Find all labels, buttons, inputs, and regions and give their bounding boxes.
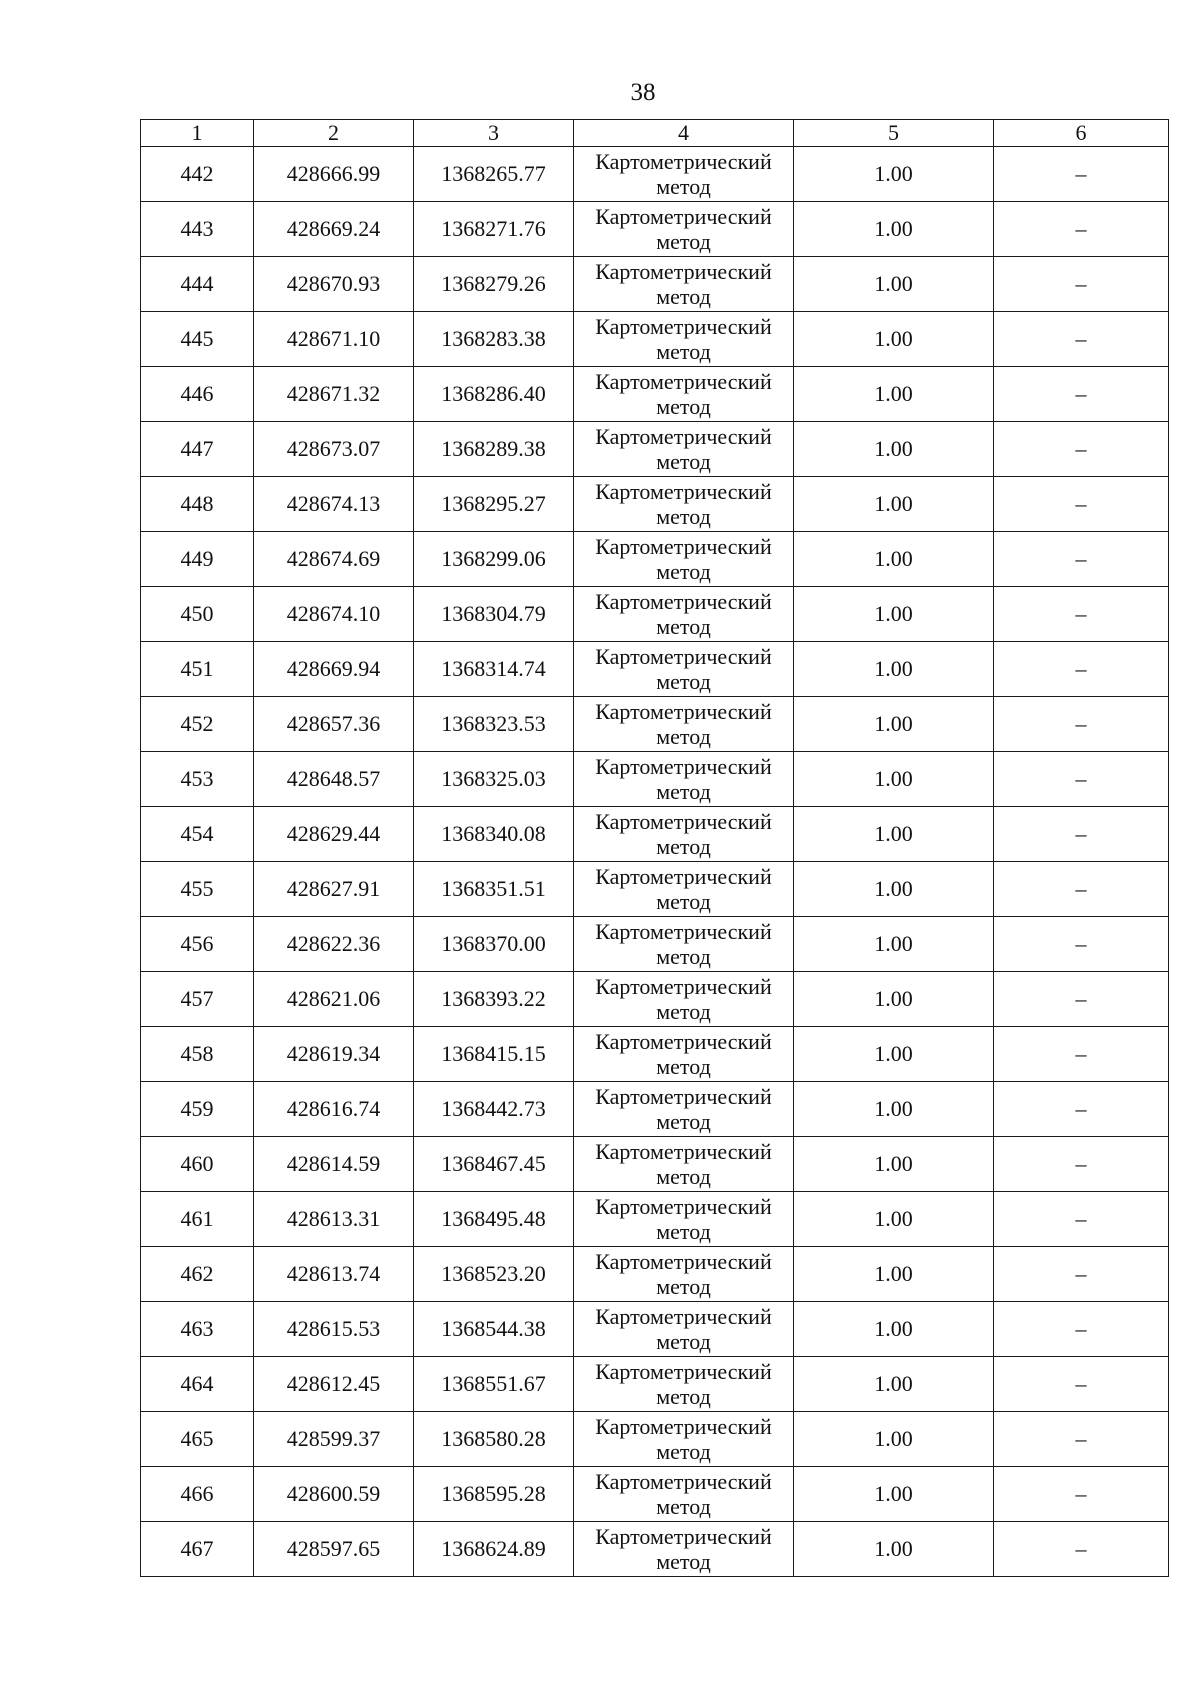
point-number-cell: 462 — [141, 1247, 254, 1302]
y-coordinate-cell: 1368286.40 — [414, 367, 574, 422]
method-line-1: Картометрический — [595, 1029, 772, 1054]
method-cell — [574, 972, 794, 1027]
note-cell: – — [994, 972, 1169, 1027]
x-coordinate-cell: 428629.44 — [254, 807, 414, 862]
method-cell — [574, 257, 794, 312]
method-line-2: метод — [656, 1219, 711, 1244]
accuracy-cell: 1.00 — [794, 917, 994, 972]
x-coordinate-cell: 428670.93 — [254, 257, 414, 312]
note-cell: – — [994, 202, 1169, 257]
y-coordinate-cell: 1368523.20 — [414, 1247, 574, 1302]
column-header-5: 5 — [794, 120, 994, 147]
accuracy-cell: 1.00 — [794, 697, 994, 752]
method-line-2: метод — [656, 229, 711, 254]
note-cell: – — [994, 1412, 1169, 1467]
method-cell — [574, 697, 794, 752]
method-line-1: Картометрический — [595, 699, 772, 724]
method-line-1: Картометрический — [595, 1414, 772, 1439]
point-number-cell: 455 — [141, 862, 254, 917]
method-line-1: Картометрический — [595, 314, 772, 339]
column-header-2: 2 — [254, 120, 414, 147]
note-cell: – — [994, 532, 1169, 587]
note-cell: – — [994, 642, 1169, 697]
method-line-1: Картометрический — [595, 534, 772, 559]
point-number-cell: 445 — [141, 312, 254, 367]
method-line-2: метод — [656, 559, 711, 584]
note-cell: – — [994, 257, 1169, 312]
accuracy-cell: 1.00 — [794, 1192, 994, 1247]
method-cell — [574, 477, 794, 532]
accuracy-cell: 1.00 — [794, 1357, 994, 1412]
method-line-1: Картометрический — [595, 149, 772, 174]
x-coordinate-cell: 428613.74 — [254, 1247, 414, 1302]
table-row — [141, 1357, 1169, 1412]
method-line-2: метод — [656, 394, 711, 419]
method-line-1: Картометрический — [595, 424, 772, 449]
y-coordinate-cell: 1368415.15 — [414, 1027, 574, 1082]
table-row — [141, 1192, 1169, 1247]
method-line-1: Картометрический — [595, 919, 772, 944]
method-cell — [574, 202, 794, 257]
point-number-cell: 450 — [141, 587, 254, 642]
x-coordinate-cell: 428621.06 — [254, 972, 414, 1027]
note-cell: – — [994, 422, 1169, 477]
table-body — [141, 147, 1169, 1577]
note-cell: – — [994, 477, 1169, 532]
note-cell: – — [994, 1467, 1169, 1522]
note-cell: – — [994, 1357, 1169, 1412]
x-coordinate-cell: 428616.74 — [254, 1082, 414, 1137]
x-coordinate-cell: 428597.65 — [254, 1522, 414, 1577]
method-line-2: метод — [656, 1549, 711, 1574]
method-line-2: метод — [656, 834, 711, 859]
accuracy-cell: 1.00 — [794, 1302, 994, 1357]
point-number-cell: 460 — [141, 1137, 254, 1192]
method-line-2: метод — [656, 1274, 711, 1299]
table-row — [141, 1082, 1169, 1137]
method-cell — [574, 862, 794, 917]
method-line-2: метод — [656, 1054, 711, 1079]
x-coordinate-cell: 428622.36 — [254, 917, 414, 972]
method-cell — [574, 367, 794, 422]
table-row — [141, 422, 1169, 477]
x-coordinate-cell: 428648.57 — [254, 752, 414, 807]
x-coordinate-cell: 428613.31 — [254, 1192, 414, 1247]
method-line-2: метод — [656, 284, 711, 309]
x-coordinate-cell: 428612.45 — [254, 1357, 414, 1412]
x-coordinate-cell: 428666.99 — [254, 147, 414, 202]
table-row — [141, 367, 1169, 422]
coordinates-table — [140, 119, 1169, 1577]
x-coordinate-cell: 428674.69 — [254, 532, 414, 587]
page-number: 38 — [630, 79, 656, 106]
method-line-2: метод — [656, 339, 711, 364]
accuracy-cell: 1.00 — [794, 422, 994, 477]
x-coordinate-cell: 428600.59 — [254, 1467, 414, 1522]
y-coordinate-cell: 1368265.77 — [414, 147, 574, 202]
point-number-cell: 464 — [141, 1357, 254, 1412]
method-line-2: метод — [656, 779, 711, 804]
method-line-1: Картометрический — [595, 259, 772, 284]
y-coordinate-cell: 1368299.06 — [414, 532, 574, 587]
table-row — [141, 697, 1169, 752]
method-line-1: Картометрический — [595, 809, 772, 834]
method-line-2: метод — [656, 724, 711, 749]
point-number-cell: 466 — [141, 1467, 254, 1522]
table-row — [141, 587, 1169, 642]
x-coordinate-cell: 428657.36 — [254, 697, 414, 752]
y-coordinate-cell: 1368595.28 — [414, 1467, 574, 1522]
note-cell: – — [994, 1027, 1169, 1082]
accuracy-cell: 1.00 — [794, 1522, 994, 1577]
method-cell — [574, 807, 794, 862]
point-number-cell: 467 — [141, 1522, 254, 1577]
method-line-2: метод — [656, 1109, 711, 1134]
table-row — [141, 147, 1169, 202]
accuracy-cell: 1.00 — [794, 972, 994, 1027]
y-coordinate-cell: 1368580.28 — [414, 1412, 574, 1467]
note-cell: – — [994, 697, 1169, 752]
method-cell — [574, 1082, 794, 1137]
method-line-2: метод — [656, 669, 711, 694]
column-header-6: 6 — [994, 120, 1169, 147]
y-coordinate-cell: 1368495.48 — [414, 1192, 574, 1247]
method-line-1: Картометрический — [595, 1194, 772, 1219]
y-coordinate-cell: 1368544.38 — [414, 1302, 574, 1357]
method-line-2: метод — [656, 1494, 711, 1519]
table-row — [141, 1467, 1169, 1522]
y-coordinate-cell: 1368271.76 — [414, 202, 574, 257]
accuracy-cell: 1.00 — [794, 202, 994, 257]
note-cell: – — [994, 587, 1169, 642]
method-line-1: Картометрический — [595, 644, 772, 669]
accuracy-cell: 1.00 — [794, 1137, 994, 1192]
table-row — [141, 477, 1169, 532]
point-number-cell: 457 — [141, 972, 254, 1027]
method-line-1: Картометрический — [595, 1084, 772, 1109]
point-number-cell: 463 — [141, 1302, 254, 1357]
method-cell — [574, 1522, 794, 1577]
method-cell — [574, 642, 794, 697]
point-number-cell: 452 — [141, 697, 254, 752]
column-header-1: 1 — [141, 120, 254, 147]
method-cell — [574, 1192, 794, 1247]
y-coordinate-cell: 1368551.67 — [414, 1357, 574, 1412]
method-cell — [574, 1027, 794, 1082]
point-number-cell: 465 — [141, 1412, 254, 1467]
y-coordinate-cell: 1368289.38 — [414, 422, 574, 477]
table-row — [141, 257, 1169, 312]
method-line-1: Картометрический — [595, 1249, 772, 1274]
method-cell — [574, 1357, 794, 1412]
method-cell — [574, 147, 794, 202]
table-row — [141, 532, 1169, 587]
method-line-2: метод — [656, 944, 711, 969]
method-line-2: метод — [656, 1329, 711, 1354]
point-number-cell: 443 — [141, 202, 254, 257]
point-number-cell: 451 — [141, 642, 254, 697]
note-cell: – — [994, 367, 1169, 422]
point-number-cell: 459 — [141, 1082, 254, 1137]
x-coordinate-cell: 428619.34 — [254, 1027, 414, 1082]
table-row — [141, 642, 1169, 697]
column-header-3: 3 — [414, 120, 574, 147]
x-coordinate-cell: 428669.94 — [254, 642, 414, 697]
y-coordinate-cell: 1368279.26 — [414, 257, 574, 312]
note-cell: – — [994, 862, 1169, 917]
x-coordinate-cell: 428671.32 — [254, 367, 414, 422]
note-cell: – — [994, 807, 1169, 862]
method-line-2: метод — [656, 614, 711, 639]
table-row — [141, 1412, 1169, 1467]
accuracy-cell: 1.00 — [794, 367, 994, 422]
accuracy-cell: 1.00 — [794, 312, 994, 367]
method-line-2: метод — [656, 504, 711, 529]
table-row — [141, 312, 1169, 367]
accuracy-cell: 1.00 — [794, 147, 994, 202]
method-line-2: метод — [656, 449, 711, 474]
method-cell — [574, 917, 794, 972]
accuracy-cell: 1.00 — [794, 642, 994, 697]
table-row — [141, 752, 1169, 807]
point-number-cell: 456 — [141, 917, 254, 972]
y-coordinate-cell: 1368351.51 — [414, 862, 574, 917]
y-coordinate-cell: 1368393.22 — [414, 972, 574, 1027]
table-row — [141, 1137, 1169, 1192]
note-cell: – — [994, 147, 1169, 202]
method-cell — [574, 1137, 794, 1192]
y-coordinate-cell: 1368323.53 — [414, 697, 574, 752]
note-cell: – — [994, 1082, 1169, 1137]
accuracy-cell: 1.00 — [794, 752, 994, 807]
table-header-row — [141, 120, 1169, 147]
note-cell: – — [994, 1137, 1169, 1192]
method-cell — [574, 1412, 794, 1467]
accuracy-cell: 1.00 — [794, 477, 994, 532]
x-coordinate-cell: 428599.37 — [254, 1412, 414, 1467]
point-number-cell: 449 — [141, 532, 254, 587]
method-line-1: Картометрический — [595, 589, 772, 614]
method-line-1: Картометрический — [595, 974, 772, 999]
note-cell: – — [994, 1302, 1169, 1357]
note-cell: – — [994, 312, 1169, 367]
method-cell — [574, 752, 794, 807]
point-number-cell: 444 — [141, 257, 254, 312]
table-row — [141, 1027, 1169, 1082]
method-cell — [574, 1247, 794, 1302]
accuracy-cell: 1.00 — [794, 532, 994, 587]
note-cell: – — [994, 1522, 1169, 1577]
y-coordinate-cell: 1368442.73 — [414, 1082, 574, 1137]
method-line-1: Картометрический — [595, 479, 772, 504]
y-coordinate-cell: 1368304.79 — [414, 587, 574, 642]
x-coordinate-cell: 428671.10 — [254, 312, 414, 367]
method-cell — [574, 1467, 794, 1522]
method-line-1: Картометрический — [595, 369, 772, 394]
x-coordinate-cell: 428674.13 — [254, 477, 414, 532]
method-line-2: метод — [656, 889, 711, 914]
table-row — [141, 1522, 1169, 1577]
accuracy-cell: 1.00 — [794, 1082, 994, 1137]
accuracy-cell: 1.00 — [794, 1412, 994, 1467]
table-row — [141, 972, 1169, 1027]
method-line-2: метод — [656, 174, 711, 199]
table-row — [141, 1247, 1169, 1302]
accuracy-cell: 1.00 — [794, 1467, 994, 1522]
method-line-1: Картометрический — [595, 1139, 772, 1164]
note-cell: – — [994, 1247, 1169, 1302]
method-cell — [574, 587, 794, 642]
column-header-4: 4 — [574, 120, 794, 147]
note-cell: – — [994, 1192, 1169, 1247]
x-coordinate-cell: 428673.07 — [254, 422, 414, 477]
table-row — [141, 917, 1169, 972]
x-coordinate-cell: 428674.10 — [254, 587, 414, 642]
table-row — [141, 202, 1169, 257]
point-number-cell: 454 — [141, 807, 254, 862]
point-number-cell: 458 — [141, 1027, 254, 1082]
point-number-cell: 447 — [141, 422, 254, 477]
method-line-1: Картометрический — [595, 1524, 772, 1549]
y-coordinate-cell: 1368467.45 — [414, 1137, 574, 1192]
point-number-cell: 442 — [141, 147, 254, 202]
point-number-cell: 448 — [141, 477, 254, 532]
y-coordinate-cell: 1368370.00 — [414, 917, 574, 972]
method-line-1: Картометрический — [595, 204, 772, 229]
point-number-cell: 453 — [141, 752, 254, 807]
note-cell: – — [994, 917, 1169, 972]
y-coordinate-cell: 1368295.27 — [414, 477, 574, 532]
method-line-1: Картометрический — [595, 754, 772, 779]
x-coordinate-cell: 428614.59 — [254, 1137, 414, 1192]
y-coordinate-cell: 1368314.74 — [414, 642, 574, 697]
x-coordinate-cell: 428615.53 — [254, 1302, 414, 1357]
y-coordinate-cell: 1368340.08 — [414, 807, 574, 862]
y-coordinate-cell: 1368325.03 — [414, 752, 574, 807]
accuracy-cell: 1.00 — [794, 257, 994, 312]
accuracy-cell: 1.00 — [794, 807, 994, 862]
note-cell: – — [994, 752, 1169, 807]
table-row — [141, 1302, 1169, 1357]
method-cell — [574, 532, 794, 587]
x-coordinate-cell: 428627.91 — [254, 862, 414, 917]
method-line-2: метод — [656, 1439, 711, 1464]
method-cell — [574, 1302, 794, 1357]
accuracy-cell: 1.00 — [794, 862, 994, 917]
table-row — [141, 807, 1169, 862]
accuracy-cell: 1.00 — [794, 1027, 994, 1082]
method-line-2: метод — [656, 999, 711, 1024]
accuracy-cell: 1.00 — [794, 1247, 994, 1302]
method-cell — [574, 312, 794, 367]
method-line-1: Картометрический — [595, 864, 772, 889]
accuracy-cell: 1.00 — [794, 587, 994, 642]
point-number-cell: 446 — [141, 367, 254, 422]
y-coordinate-cell: 1368283.38 — [414, 312, 574, 367]
y-coordinate-cell: 1368624.89 — [414, 1522, 574, 1577]
method-line-1: Картометрический — [595, 1359, 772, 1384]
x-coordinate-cell: 428669.24 — [254, 202, 414, 257]
point-number-cell: 461 — [141, 1192, 254, 1247]
method-line-1: Картометрический — [595, 1469, 772, 1494]
method-line-1: Картометрический — [595, 1304, 772, 1329]
method-line-2: метод — [656, 1384, 711, 1409]
method-line-2: метод — [656, 1164, 711, 1189]
method-cell — [574, 422, 794, 477]
table-row — [141, 862, 1169, 917]
